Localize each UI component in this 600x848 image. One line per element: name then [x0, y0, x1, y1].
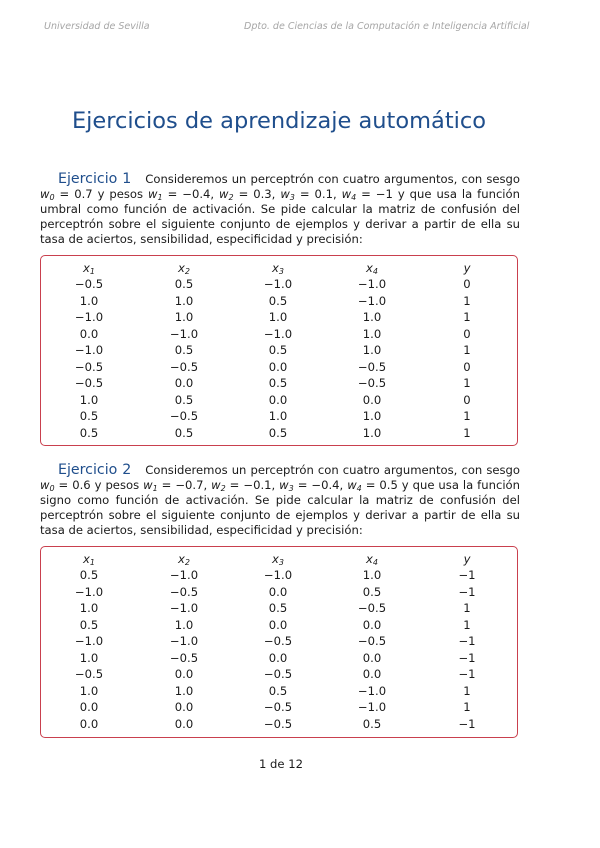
exercise-1 — [40, 172, 520, 247]
table-cell-x1: −1.0 — [74, 310, 104, 325]
column-header-x1: $x_1$ — [83, 551, 95, 567]
table-cell-x1: −0.5 — [74, 359, 104, 374]
exercise-2-w3: = −0.4, — [297, 478, 344, 492]
table-cell-x1: −1.0 — [74, 343, 104, 358]
exercise-1-heading: Ejercicio 1 — [58, 171, 132, 187]
exercise-1-w4: = −1 y que usa la función umbral — [40, 187, 520, 216]
table-cell-x4: −0.5 — [357, 359, 387, 374]
table-cell-x3: 0.5 — [268, 683, 288, 698]
table-cell-y: 1 — [463, 343, 471, 358]
table-cell-x4: 0.0 — [362, 617, 382, 632]
exercise-2-table-box — [40, 546, 518, 738]
table-cell-y: 1 — [463, 310, 471, 325]
column-header-x2: $x_2$ — [178, 551, 190, 567]
table-row — [41, 375, 515, 392]
table-cell-x1: 0.0 — [79, 700, 99, 715]
table-cell-x3: 0.5 — [268, 293, 288, 308]
page-title: Ejercicios de aprendizaje automático — [71, 108, 487, 134]
exercise-2-heading: Ejercicio 2 — [58, 462, 132, 478]
table-cell-x1: −0.5 — [74, 277, 104, 292]
table-cell-x4: −1.0 — [357, 700, 387, 715]
table-cell-x4: 1.0 — [362, 409, 382, 424]
table-cell-y: 1 — [463, 617, 471, 632]
table-row — [41, 425, 515, 442]
table-cell-x4: −1.0 — [357, 683, 387, 698]
table-cell-x2: −1.0 — [169, 634, 199, 649]
table-row — [41, 666, 515, 683]
table-header-row — [41, 550, 515, 567]
exercise-1-w3: = 0.1, — [299, 187, 337, 201]
table-cell-x4: −0.5 — [357, 634, 387, 649]
table-cell-x1: 0.0 — [79, 326, 99, 341]
table-row — [41, 293, 515, 310]
table-cell-y: 1 — [463, 409, 471, 424]
table-cell-y: −1 — [458, 568, 476, 583]
table-cell-x2: −0.5 — [169, 409, 199, 424]
exercise-2-rest: como función de activación. Se pide calcular la matriz de confusión del perceptrón sobre el siguiente conjunto de ejemplos y derivar a partir de ella su tasa de aciertos, sensibilidad, especificidad y precisión: — [40, 493, 520, 537]
column-header-x2: $x_2$ — [178, 260, 190, 276]
table-cell-x3: −0.5 — [263, 667, 293, 682]
table-cell-x3: 0.0 — [268, 584, 288, 599]
exercise-1-table-box — [40, 255, 518, 446]
table-cell-x4: 0.0 — [362, 392, 382, 407]
table-row — [41, 683, 515, 700]
table-cell-y: −1 — [458, 667, 476, 682]
exercise-1-intro: Consideremos un perceptrón con cuatro argumentos, con sesgo — [145, 172, 520, 186]
table-cell-x1: 0.0 — [79, 716, 99, 731]
exercise-1-w2: = 0.3, — [238, 187, 276, 201]
exercise-2-intro: Consideremos un perceptrón con cuatro argumentos, con sesgo — [145, 463, 520, 477]
table-cell-x3: 0.5 — [268, 343, 288, 358]
table-cell-x3: −1.0 — [263, 568, 293, 583]
page-number: 1 de 12 — [259, 757, 303, 771]
table-cell-y: 1 — [463, 700, 471, 715]
table-cell-x2: −1.0 — [169, 326, 199, 341]
exercise-2-w0: = 0.6 y pesos — [58, 478, 140, 492]
table-row — [41, 276, 515, 293]
table-row — [41, 392, 515, 409]
table-cell-x2: −0.5 — [169, 359, 199, 374]
table-cell-x4: 1.0 — [362, 425, 382, 440]
table-cell-x3: 0.0 — [268, 359, 288, 374]
column-header-x1: $x_1$ — [83, 260, 95, 276]
table-cell-y: 1 — [463, 425, 471, 440]
table-cell-x2: 1.0 — [174, 310, 194, 325]
table-cell-x2: −1.0 — [169, 601, 199, 616]
table-cell-x2: 1.0 — [174, 617, 194, 632]
table-cell-x4: 0.0 — [362, 667, 382, 682]
table-cell-x1: −0.5 — [74, 667, 104, 682]
table-cell-x3: −1.0 — [263, 326, 293, 341]
table-cell-x1: 0.5 — [79, 568, 99, 583]
table-cell-x1: 0.5 — [79, 409, 99, 424]
table-cell-x1: 1.0 — [79, 293, 99, 308]
table-cell-y: 1 — [463, 293, 471, 308]
exercise-2-w1: = −0.7, — [161, 478, 208, 492]
table-cell-x2: 0.5 — [174, 425, 194, 440]
table-cell-y: 0 — [463, 326, 471, 341]
table-cell-y: 0 — [463, 359, 471, 374]
exercise-1-statement: Ejercicio 1 Consideremos un perceptrón con cuatro argumentos, con sesgo $w_0 = 0.7$ y pesos $w_1 = -0.4$, $w_2 = 0.3$, $w_3 = 0.1$, $w_4 = -1$ y que usa la función umbral como función de activación. Se pide calcular la matriz de confusión del perceptrón sobre el siguiente conjunto de ejemplos y derivar a partir de ella su tasa de aciertos, sensibilidad, especificidad y precisión: — [40, 171, 521, 246]
table-cell-x1: −0.5 — [74, 376, 104, 391]
table-row — [41, 326, 515, 343]
table-cell-x4: −1.0 — [357, 277, 387, 292]
table-cell-x3: −0.5 — [263, 634, 293, 649]
column-header-x4: $x_4$ — [366, 551, 378, 567]
table-cell-x2: −0.5 — [169, 584, 199, 599]
table-cell-x3: −1.0 — [263, 277, 293, 292]
table-row — [41, 699, 515, 716]
exercise-1-rest: como función de activación. Se pide calcular la matriz de confusión del perceptrón sobre el siguiente conjunto de ejemplos y derivar a partir de ella su tasa de aciertos, sensibilidad, especificidad y precisión: — [40, 202, 521, 246]
table-row — [41, 716, 515, 733]
table-cell-x4: 1.0 — [362, 310, 382, 325]
table-cell-x2: −1.0 — [169, 568, 199, 583]
table-row — [41, 633, 515, 650]
table-cell-x2: 0.0 — [174, 716, 194, 731]
table-cell-y: 1 — [463, 601, 471, 616]
table-cell-y: 1 — [463, 683, 471, 698]
table-row — [41, 650, 515, 667]
table-cell-x4: 0.5 — [362, 584, 382, 599]
table-cell-x1: 1.0 — [79, 601, 99, 616]
exercise-2-statement: Ejercicio 2 Consideremos un perceptrón con cuatro argumentos, con sesgo $w_0 = 0.6$ y pesos $w_1 = -0.7$, $w_2 = -0.1$, $w_3 = -0.4$, $w_4 = 0.5$ y que usa la función signo como función de activación. Se pide calcular la matriz de confusión del perceptrón sobre el siguiente conjunto de ejemplos y derivar a partir de ella su tasa de aciertos, sensibilidad, especificidad y precisión: — [40, 462, 520, 537]
exercise-2-table — [41, 550, 515, 732]
column-header-x3: $x_3$ — [272, 551, 284, 567]
table-row — [41, 408, 515, 425]
exercise-2-w2: = −0.1, — [229, 478, 276, 492]
table-row — [41, 617, 515, 634]
table-cell-x1: 1.0 — [79, 392, 99, 407]
table-cell-x3: 1.0 — [268, 310, 288, 325]
table-cell-x4: −0.5 — [357, 601, 387, 616]
table-row — [41, 600, 515, 617]
table-cell-x2: 1.0 — [174, 683, 194, 698]
table-header-row — [41, 259, 515, 276]
exercise-1-table-body — [41, 276, 515, 441]
table-cell-y: −1 — [458, 634, 476, 649]
table-cell-x3: −0.5 — [263, 700, 293, 715]
table-cell-x2: −0.5 — [169, 650, 199, 665]
table-row — [41, 309, 515, 326]
table-cell-x1: 1.0 — [79, 683, 99, 698]
exercise-1-w1: = −0.4, — [167, 187, 215, 201]
table-cell-x3: 0.0 — [268, 392, 288, 407]
table-cell-x3: 1.0 — [268, 409, 288, 424]
table-cell-x4: 1.0 — [362, 326, 382, 341]
table-cell-x3: 0.5 — [268, 601, 288, 616]
column-header-x4: $x_4$ — [366, 260, 378, 276]
table-cell-x3: 0.0 — [268, 650, 288, 665]
exercise-2 — [40, 463, 520, 538]
table-cell-x1: 0.5 — [79, 425, 99, 440]
table-cell-y: −1 — [458, 716, 476, 731]
header-left: Universidad de Sevilla — [44, 21, 150, 32]
column-header-y: y — [463, 551, 471, 566]
table-cell-x2: 1.0 — [174, 293, 194, 308]
table-cell-x4: 0.0 — [362, 650, 382, 665]
column-header-y: y — [463, 260, 471, 275]
exercise-1-w0: = 0.7 y pesos — [59, 187, 144, 201]
table-cell-x3: 0.5 — [268, 425, 288, 440]
header-right: Dpto. de Ciencias de la Computación e Inteligencia Artificial — [244, 21, 530, 32]
table-cell-x1: −1.0 — [74, 584, 104, 599]
exercise-1-table — [41, 259, 515, 441]
table-cell-y: 0 — [463, 277, 471, 292]
table-cell-x2: 0.0 — [174, 376, 194, 391]
table-cell-x4: 1.0 — [362, 343, 382, 358]
table-cell-x4: −1.0 — [357, 293, 387, 308]
table-cell-x3: 0.0 — [268, 617, 288, 632]
table-cell-x3: −0.5 — [263, 716, 293, 731]
table-cell-x2: 0.0 — [174, 700, 194, 715]
table-cell-y: 1 — [463, 376, 471, 391]
table-cell-x2: 0.5 — [174, 343, 194, 358]
table-cell-x1: 0.5 — [79, 617, 99, 632]
table-cell-x1: −1.0 — [74, 634, 104, 649]
table-cell-x2: 0.0 — [174, 667, 194, 682]
table-row — [41, 584, 515, 601]
table-cell-y: −1 — [458, 584, 476, 599]
table-cell-x3: 0.5 — [268, 376, 288, 391]
table-cell-y: 0 — [463, 392, 471, 407]
table-cell-y: −1 — [458, 650, 476, 665]
table-cell-x4: −0.5 — [357, 376, 387, 391]
table-cell-x2: 0.5 — [174, 392, 194, 407]
table-cell-x4: 1.0 — [362, 568, 382, 583]
table-cell-x1: 1.0 — [79, 650, 99, 665]
column-header-x3: $x_3$ — [272, 260, 284, 276]
exercise-2-w4: = 0.5 y que usa la función signo — [40, 478, 520, 507]
table-row — [41, 567, 515, 584]
table-cell-x4: 0.5 — [362, 716, 382, 731]
table-cell-x2: 0.5 — [174, 277, 194, 292]
table-row — [41, 342, 515, 359]
table-row — [41, 359, 515, 376]
exercise-2-table-body — [41, 567, 515, 732]
